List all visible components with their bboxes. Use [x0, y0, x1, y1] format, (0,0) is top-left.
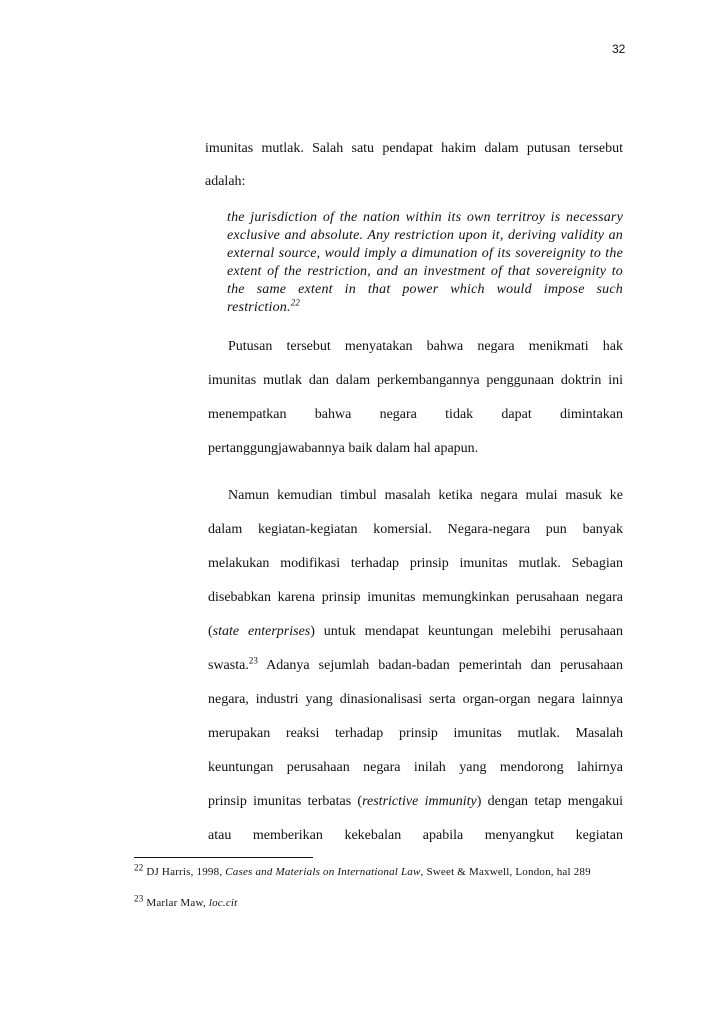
- footnote-divider: [134, 857, 313, 858]
- italic-term: Cases and Materials on International Law: [225, 866, 421, 878]
- quote-line: [227, 299, 300, 317]
- body-line: disebabkan karena prinsip imunitas memungkinkan perusahaan negara: [208, 590, 623, 605]
- page-number: 32: [612, 42, 626, 56]
- body-line: imunitas mutlak. Salah satu pendapat hakim dalam putusan tersebut: [205, 141, 623, 156]
- quote-line: the jurisdiction of the nation within its own territroy is necessary: [227, 210, 623, 225]
- text-span: prinsip imunitas terbatas (: [208, 794, 363, 809]
- body-line: melakukan modifikasi terhadap prinsip imunitas mutlak. Sebagian: [208, 556, 623, 571]
- text-span: (: [208, 624, 213, 639]
- quote-line: exclusive and absolute. Any restriction upon it, deriving validity an: [227, 228, 623, 243]
- body-line: imunitas mutlak dan dalam perkembangannya penggunaan doktrin ini: [208, 373, 623, 388]
- footnote-number: 22: [134, 862, 144, 873]
- text-span: DJ Harris, 1998,: [143, 866, 226, 878]
- italic-term: restrictive immunity: [362, 794, 477, 809]
- italic-term: loc.cit: [208, 897, 238, 909]
- body-line: [208, 657, 623, 675]
- text-span: Marlar Maw,: [143, 897, 209, 909]
- text-span: , Sweet & Maxwell, London, hal 289: [420, 866, 591, 878]
- body-line: atau memberikan kekebalan apabila menyangkut kegiatan: [208, 828, 623, 843]
- italic-term: state enterprises: [212, 624, 311, 639]
- footnote-22: [134, 862, 591, 879]
- text-span: swasta.: [208, 658, 249, 673]
- body-line: [208, 623, 623, 641]
- body-line: [208, 793, 623, 811]
- footnote-number: 23: [134, 893, 144, 904]
- body-line: negara, industri yang dinasionalisasi serta organ-organ negara lainnya: [208, 692, 623, 707]
- body-line: Namun kemudian timbul masalah ketika negara mulai masuk ke: [228, 488, 623, 503]
- body-line: dalam kegiatan-kegiatan komersial. Negara-negara pun banyak: [208, 522, 623, 537]
- body-line: pertanggungjawabannya baik dalam hal apapun.: [208, 441, 479, 456]
- body-line: menempatkan bahwa negara tidak dapat dimintakan: [208, 407, 623, 422]
- body-line: keuntungan perusahaan negara inilah yang mendorong lahirnya: [208, 760, 623, 775]
- footnote-ref: 22: [290, 297, 301, 308]
- quote-line: external source, would imply a dimunation of its sovereignity to the: [227, 246, 623, 261]
- body-line: merupakan reaksi terhadap prinsip imunitas mutlak. Masalah: [208, 726, 623, 741]
- quote-line: the same extent in that power which would impose such: [227, 282, 623, 297]
- text-span: ) untuk mendapat keuntungan melebihi perusahaan: [310, 624, 623, 639]
- body-line: Putusan tersebut menyatakan bahwa negara menikmati hak: [228, 339, 623, 354]
- quote-line: extent of the restriction, and an investment of that sovereignity to: [227, 264, 623, 279]
- footnote-ref: 23: [248, 655, 258, 666]
- text-span: Adanya sejumlah badan-badan pemerintah dan perusahaan: [257, 658, 623, 673]
- body-line: adalah:: [205, 174, 246, 189]
- footnote-23: [134, 893, 238, 910]
- text-span: ) dengan tetap mengakui: [476, 794, 623, 809]
- quote-text: restriction.: [227, 300, 291, 315]
